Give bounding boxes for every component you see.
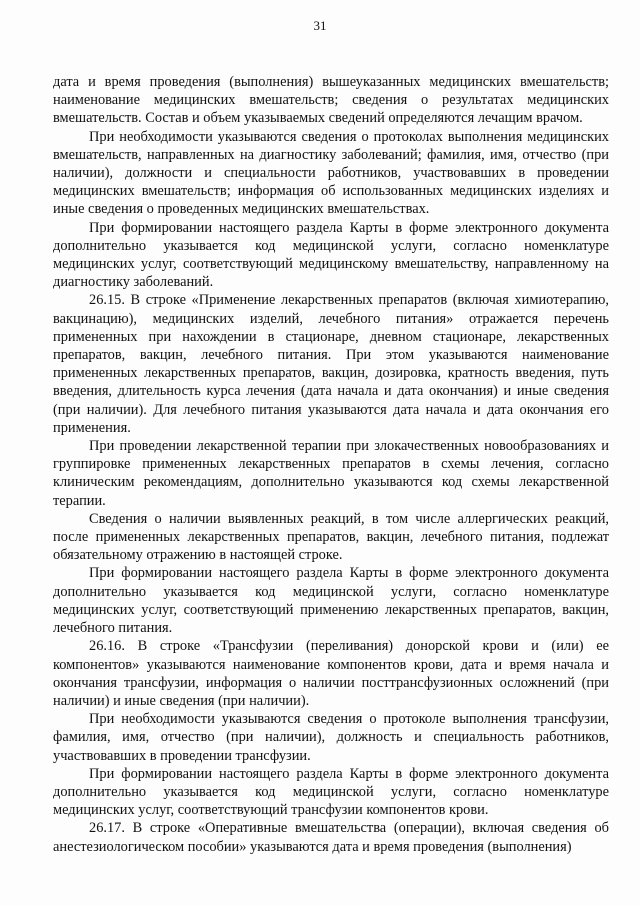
paragraph-7: При формировании настоящего раздела Карты в форме электронного документа дополнительно указывается код медицинской услуги, согласно номенклатуре медицинских услуг, соответствующий применению лекарственных препаратов, вакцин, лечебного питания.: [53, 565, 609, 637]
paragraph-10: При формировании настоящего раздела Карты в форме электронного документа дополнительно указывается код медицинской услуги, согласно номенклатуре медицинских услуг, соответствующий трансфузии компонентов крови.: [53, 765, 609, 819]
paragraph-6: Сведения о наличии выявленных реакций, в том числе аллергических реакций, после примененных лекарственных препаратов, вакцин, лечебного питания, подлежат обязательному отражению в настоящей строке.: [53, 510, 609, 564]
document-body: [53, 73, 609, 856]
paragraph-26-16: 26.16. В строке «Трансфузии (переливания) донорской крови и (или) ее компонентов» указываются наименование компонентов крови, дата и время начала и окончания трансфузии, информация о наличии посттрансфузионных осложнений (при наличии) и иные сведения (при наличии).: [53, 638, 609, 709]
paragraph-26-17: 26.17. В строке «Оперативные вмешательства (операции), включая сведения об анестезиологическом пособии» указываются дата и время проведения (выполнения): [53, 820, 609, 855]
page-number: 31: [313, 18, 327, 33]
paragraph-5: При проведении лекарственной терапии при злокачественных новообразованиях и группировке примененных лекарственных препаратов в схемы лечения, согласно клиническим рекомендациям, дополнительно указываются код схемы лекарственной терапии.: [53, 438, 609, 509]
paragraph-26-15: 26.15. В строке «Применение лекарственных препаратов (включая химиотерапию, вакцинацию), медицинских изделий, лечебного питания» отражается перечень примененных при нахождении в стационаре, дневном стационаре, лекарственных препаратов, вакцин, лечебного питания. При этом указываются наименование примененных лекарственных препаратов, вакцин, дозировка, кратность введения, путь введения, длительность курса лечения (дата начала и дата окончания) и иные сведения (при наличии). Для лечебного питания указываются дата начала и дата окончания его применения.: [53, 292, 609, 436]
paragraph-3: При формировании настоящего раздела Карты в форме электронного документа дополнительно указывается код медицинской услуги, согласно номенклатуре медицинских услуг, соответствующий медицинскому вмешательству, направленному на диагностику заболеваний.: [53, 219, 609, 291]
paragraph-2: При необходимости указываются сведения о протоколах выполнения медицинских вмешательств, направленных на диагностику заболеваний; фамилия, имя, отчество (при наличии), должности и специальности работников, участвовавших в проведении медицинских вмешательств; информация об использованных медицинских изделиях и иные сведения о проведенных медицинских вмешательствах.: [53, 128, 609, 218]
paragraph-1: дата и время проведения (выполнения) вышеуказанных медицинских вмешательств; наименование медицинских вмешательств; сведения о результатах медицинских вмешательств. Состав и объем указываемых сведений определяются лечащим врачом.: [53, 74, 609, 127]
paragraph-9: При необходимости указываются сведения о протоколе выполнения трансфузии, фамилия, имя, отчество (при наличии), должность и специальность работников, участвовавших в проведении трансфузии.: [53, 711, 609, 764]
